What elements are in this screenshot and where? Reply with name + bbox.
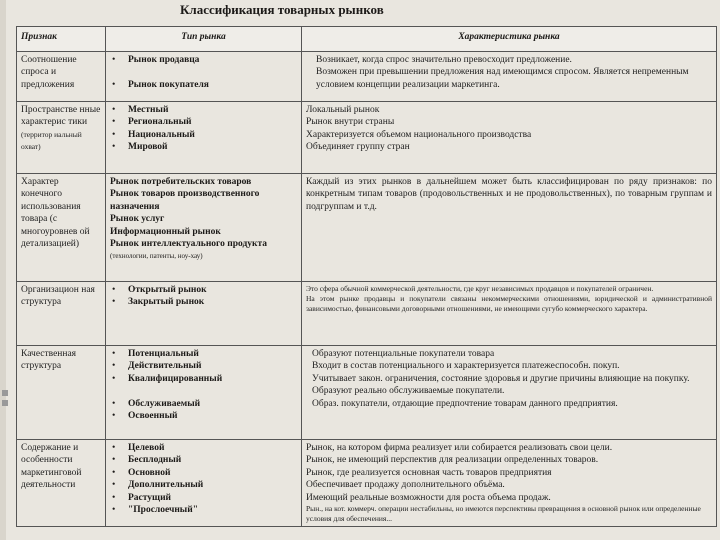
type-item: • "Прослоечный" [112,505,198,516]
row-sign: Соотношение спроса и предложения [17,52,106,102]
row-types [106,282,302,346]
row-types [106,174,302,282]
table-row [17,346,717,440]
header-char: Характеристика рынка [302,27,717,52]
row-chars [302,282,717,346]
type-item: • Закрытый рынок [112,297,205,308]
row-chars [302,102,717,174]
type-item: Информационный рынок [110,226,221,237]
type-item: • Освоенный [112,411,178,422]
char-item: Каждый из этих рынков в дальнейшем может быть классифицирован по ряду признаков: по конкретным типам товаров (продовольственных и не продовольственных), по товарным группам и подгруппам и т.д. [306,177,712,212]
char-item: Обеспечивает продажу дополнительного объёма. [306,480,505,491]
table-row [17,440,717,527]
bullet: • [112,79,116,90]
char-item: Возникает, когда спрос значительно превосходит предложение. [316,55,572,65]
row-sign: Содержание и особенности маркетинговой деятельности [17,440,106,527]
row-sign: Организацион ная структура [17,282,106,346]
page-title: Классификация товарных рынков [180,2,384,17]
char-item: Образуют реально обслуживаемые покупатели. [312,386,505,397]
type-item: • Потенциальный [112,349,199,359]
header-type: Тип рынка [106,27,302,52]
type-item: • Мировой [112,142,168,153]
type-item: • Квалифицированный [112,373,223,384]
type-item: • Действительный [112,361,202,372]
row-sign: Характер конечного использования товара (с многоуровнев ой детализацией) [17,174,106,282]
bullet: • [112,411,116,422]
char-item: Учитывает закон. ограничения, состояние здоровья и другие причины влияющие на покупку. [312,373,690,384]
char-item: Рынок внутри страны [306,117,395,128]
char-item: Возможен при превышении предложения над имеющимся спросом. Является непременным условием концепции реализации маркетинга. [316,67,689,90]
row-chars [302,440,717,527]
char-item: Это сфера обычной коммерческой деятельности, где круг независимых продавцов и покупателей ограничен. [306,284,654,293]
bullet: • [112,492,116,503]
bullet: • [112,505,116,516]
bullet: • [112,105,116,115]
char-item: Образ. покупатели, отдающие предпочтение товарам данного предприятия. [312,398,618,409]
header-sign: Признак [17,27,106,52]
type-item: • Растущий [112,492,172,503]
slide-left-strip [0,0,6,540]
slide-marker [2,390,8,396]
table-row [17,282,717,346]
bullet: • [112,297,116,308]
type-item: • Бесплодный [112,455,182,466]
type-item: Рынок товаров производственного назначения [110,189,260,212]
bullet: • [112,443,116,453]
row-types [106,440,302,527]
type-item: • Основной [112,467,171,478]
char-item: Входит в состав потенциального и характеризуется платежеспособн. покуп. [312,361,620,372]
type-item: • Региональный [112,117,192,128]
header-row [17,27,717,52]
bullet: • [112,361,116,372]
row-types [106,102,302,174]
char-item: На этом рынке продавцы и покупатели связаны некоммерческими отношениями, юридической и административной зависимостью, финансовыми договорными отношениями, не имеющими сугубо коммерческого характера. [306,294,712,313]
char-item: Объединяет группу стран [306,142,410,153]
row-chars [302,52,717,102]
row-sign: Качественная структура [17,346,106,440]
char-item: Локальный рынок [306,105,380,115]
type-item: • Дополнительный [112,480,204,491]
type-item: • Целевой [112,443,165,453]
table-row [17,102,717,174]
bullet: • [112,455,116,466]
type-item: • Открытый рынок [112,285,207,295]
bullet: • [112,349,116,359]
row-types [106,346,302,440]
char-item: Характеризуется объемом национального производства [306,129,532,140]
classification-table [16,26,717,527]
row-chars [302,174,717,282]
bullet: • [112,55,116,65]
char-item: Рын., на кот. коммерч. операции нестабильны, но имеются перспективы превращения в основной рынок или определенные условия для обеспечения... [306,504,701,524]
type-item: Рынок интеллектуального продукта (технологии, патенты, ноу-хау) [110,239,268,261]
type-item: Рынок потребительских товаров [110,177,252,187]
type-item: • Национальный [112,129,195,140]
type-item: • Местный [112,105,169,115]
bullet: • [112,129,116,140]
char-item: Имеющий реальные возможности для роста объема продаж. [306,492,551,503]
type-item: • Рынок продавца [112,55,200,65]
type-item: Рынок услуг [110,214,165,225]
bullet: • [112,373,116,384]
type-item: • Рынок покупателя [112,79,209,90]
bullet: • [112,480,116,491]
char-item: Образуют потенциальные покупатели товара [312,349,495,359]
bullet: • [112,117,116,128]
bullet: • [112,142,116,153]
char-item: Рынок, на котором фирма реализует или собирается реализовать свои цели. [306,443,613,453]
type-item: • Обслуживаемый [112,398,201,409]
bullet: • [112,285,116,295]
row-chars [302,346,717,440]
char-item: Рынок, не имеющий перспектив для реализации определенных товаров. [306,455,599,466]
bullet: • [112,398,116,409]
char-item: Рынок, где реализуется основная часть товаров предприятия [306,467,552,478]
table-row [17,52,717,102]
row-types [106,52,302,102]
row-sign: Пространстве нные характерис тики (территор иальный охват) [17,102,106,174]
slide-marker [2,400,8,406]
table-row [17,174,717,282]
bullet: • [112,467,116,478]
